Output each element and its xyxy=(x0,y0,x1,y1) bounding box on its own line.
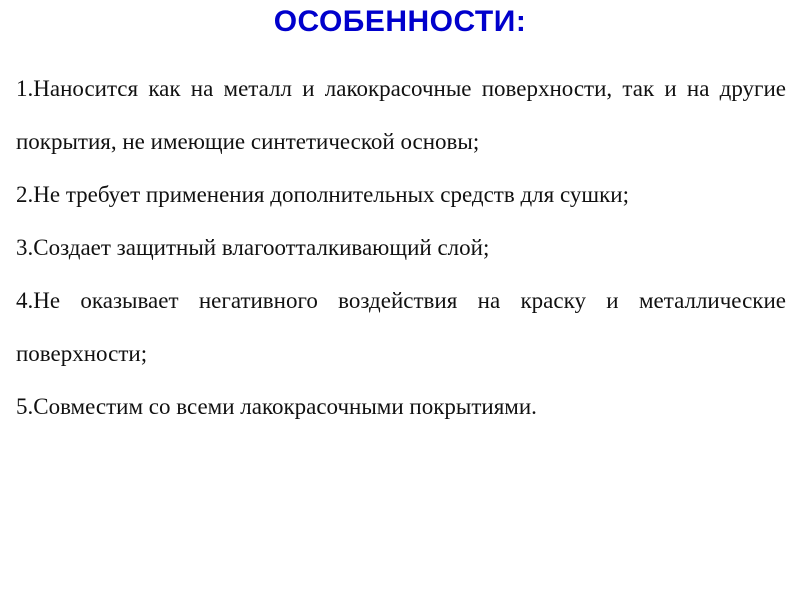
feature-item-4: 4.Не оказывает негативного воздействия на краску и металлические поверхности; xyxy=(16,288,786,366)
feature-item-3: 3.Создает защитный влагоотталкивающий слой; xyxy=(16,235,490,260)
feature-item-1: 1.Наносится как на металл и лакокрасочные поверхности, так и на другие покрытия, не имеющие синтетической основы; xyxy=(16,76,786,154)
feature-item-5: 5.Совместим со всеми лакокрасочными покрытиями. xyxy=(16,394,537,419)
feature-item-2: 2.Не требует применения дополнительных средств для сушки; xyxy=(16,182,629,207)
slide-title: ОСОБЕННОСТИ: xyxy=(273,5,527,38)
features-list xyxy=(16,62,786,433)
